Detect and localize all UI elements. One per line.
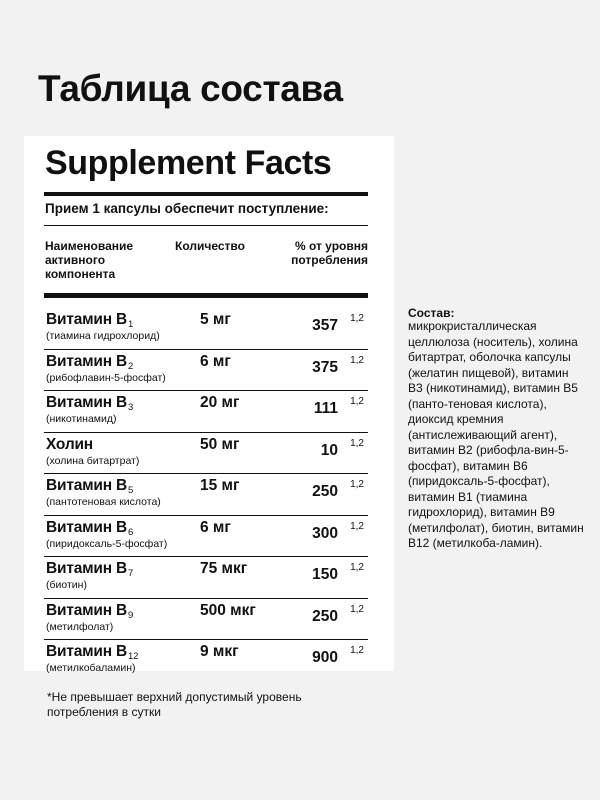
nutrient-percent: 250 <box>312 607 338 625</box>
nutrient-subscript: 12 <box>128 651 139 662</box>
footnote-marker: 1,2 <box>350 645 364 656</box>
nutrient-subscript: 1 <box>128 319 134 330</box>
nutrient-form: (метилкобаламин) <box>46 662 136 674</box>
footnote-marker: 1,2 <box>350 520 364 532</box>
nutrient-percent: 150 <box>312 566 338 583</box>
footnote-text: *Не превышает верхний допустимый уровень потребления в сутки <box>47 690 302 719</box>
supplement-facts-panel <box>24 136 394 674</box>
table-row <box>44 640 368 681</box>
nutrient-percent: 111 <box>313 400 338 417</box>
footnote-marker: 1,2 <box>350 562 364 573</box>
nutrient-name: Витамин $B_6$ <box>46 518 134 538</box>
footnote-marker: 1,2 <box>350 603 364 615</box>
nutrient-form: (биотин) <box>46 579 87 591</box>
footnote-marker: 1,2 <box>350 354 364 366</box>
nutrient-percent: 10 <box>320 441 338 459</box>
header-divider <box>44 293 368 298</box>
nutrient-percent: 900 <box>312 649 338 666</box>
nutrient-form: (тиамина гидрохлорид) <box>46 330 160 342</box>
header-component-name: Наименование активного компонента <box>45 239 134 281</box>
nutrient-subscript: 2 <box>128 360 134 372</box>
nutrient-name: Витамин $B_1$ <box>46 311 134 330</box>
nutrient-name: Витамин $B_3$ <box>46 394 134 413</box>
nutrient-subscript: 9 <box>128 609 134 621</box>
nutrient-form: (пиридоксаль-5-фосфат) <box>46 537 168 550</box>
table-row <box>44 474 368 516</box>
table-row <box>44 433 368 475</box>
composition-text: микрокристаллическая целлюлоза (носитель), холина битартрат, оболочка капсулы (желатин пищевой), витамин В3 (никотинамид), витамин В5 (панто-теновая кислота), диоксид кремния (антислеживающий агент), витамин В2 (рибофла-вин-5-фосфат), витамин В6 (пиридоксаль-5-фосфат), витамин В1 (тиамина гидрохлорид), витамин В9 (метилфолат), биотин, витамин В12 (метилкоба-ламин). <box>408 319 584 550</box>
table-row <box>44 599 368 641</box>
nutrient-name: Витамин $B_{12}$ <box>46 643 139 662</box>
title-divider <box>44 192 368 196</box>
nutrient-form: (холина битартрат) <box>46 454 140 467</box>
nutrient-percent: 357 <box>312 317 338 334</box>
nutrient-amount: 6 мг <box>200 352 231 370</box>
nutrient-form: (рибофлавин-5-фосфат) <box>46 371 166 384</box>
footnote-marker: 1,2 <box>350 396 364 407</box>
nutrient-percent: 375 <box>312 358 338 376</box>
table-row <box>44 308 368 350</box>
nutrient-amount: 6 мг <box>200 518 231 536</box>
header-amount: Количество <box>175 239 245 253</box>
nutrient-percent: 300 <box>312 524 338 542</box>
table-row <box>44 350 368 392</box>
nutrient-amount: 50 мг <box>200 435 240 453</box>
nutrient-name: Витамин $B_7$ <box>46 560 134 579</box>
serving-divider <box>44 225 368 226</box>
table-row <box>44 391 368 433</box>
nutrient-form: (никотинамид) <box>46 413 117 425</box>
nutrient-amount: 5 мг <box>200 311 231 328</box>
nutrient-amount: 15 мг <box>200 477 240 494</box>
footnote-marker: 1,2 <box>350 479 364 490</box>
nutrient-subscript: 3 <box>128 402 134 413</box>
nutrient-form: (метилфолат) <box>46 620 114 633</box>
nutrient-name: Витамин $B_9$ <box>46 601 134 621</box>
serving-text: Прием 1 капсулы обеспечит поступление: <box>45 201 329 216</box>
nutrient-amount: 9 мкг <box>200 643 239 660</box>
nutrient-subscript: 5 <box>128 485 134 496</box>
nutrient-amount: 20 мг <box>200 394 240 411</box>
nutrient-name: Витамин $B_2$ <box>46 352 134 372</box>
table-row <box>44 557 368 599</box>
table-row <box>44 516 368 558</box>
nutrient-name: Витамин $B_5$ <box>46 477 134 496</box>
supplement-facts-title: Supplement Facts <box>45 144 332 182</box>
footnote-marker: 1,2 <box>350 313 364 324</box>
nutrient-amount: 500 мкг <box>200 601 256 619</box>
nutrient-table <box>44 308 368 681</box>
nutrient-amount: 75 мкг <box>200 560 248 577</box>
nutrient-name: Холин <box>46 435 93 453</box>
nutrient-subscript: 6 <box>128 526 134 538</box>
composition-heading: Состав: <box>408 306 455 320</box>
nutrient-form: (пантотеновая кислота) <box>46 496 161 508</box>
nutrient-percent: 250 <box>312 483 338 500</box>
footnote-marker: 1,2 <box>350 437 364 449</box>
page-title: Таблица состава <box>38 68 343 109</box>
nutrient-subscript: 7 <box>128 568 134 579</box>
header-percent: % от уровня потребления <box>291 239 368 267</box>
